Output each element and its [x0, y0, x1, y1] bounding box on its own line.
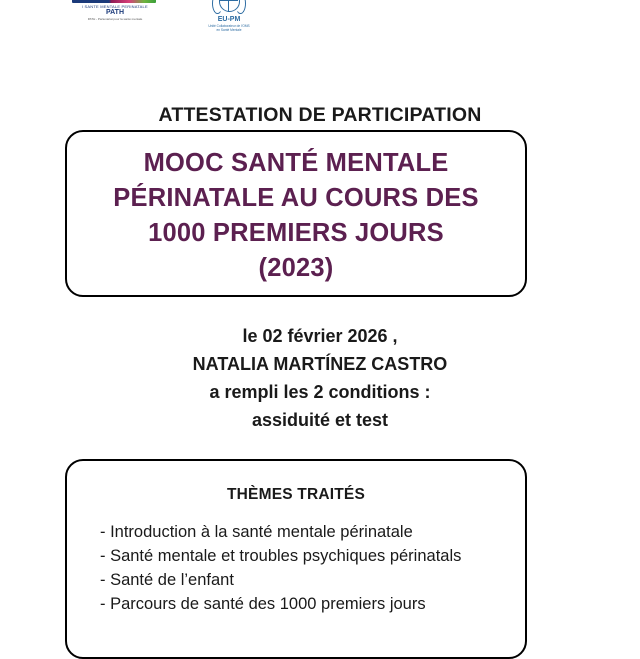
certificate-date: le 02 février 2026 ,	[242, 326, 398, 346]
course-title-line-4: (2023)	[258, 254, 334, 282]
list-item: - Santé mentale et troubles psychiques périnatals	[100, 547, 462, 565]
themes-title: THÈMES TRAITÉS	[226, 486, 365, 503]
course-title-line-1: MOOC SANTÉ MENTALE	[143, 149, 449, 177]
path-logo-colorbar	[72, 0, 156, 3]
course-title-line-3: 1000 PREMIERS JOURS	[148, 219, 444, 247]
page-title: ATTESTATION DE PARTICIPATION	[158, 104, 482, 126]
path-logo-name: PATH	[105, 9, 125, 16]
list-item: - Parcours de santé des 1000 premiers jours	[100, 595, 426, 613]
course-title	[67, 146, 525, 286]
who-emblem-icon	[212, 0, 246, 16]
logo-row	[0, 0, 640, 42]
list-item: - Santé de l’enfant	[100, 571, 234, 589]
path-logo-subline: l SANTE MENTALE PERINATALE	[82, 4, 148, 9]
who-logo	[190, 0, 268, 32]
themes-box	[65, 459, 527, 659]
course-title-line-2: PÉRINATALE AU COURS DES	[113, 184, 479, 212]
list-item: - Introduction à la santé mentale périnatale	[100, 523, 413, 541]
who-logo-line1: Unité Collaborateur de l'OMS	[208, 24, 250, 28]
themes-list	[100, 520, 525, 616]
path-logo-footer: PATH - Partenariat pour la santé mentale	[87, 17, 143, 21]
recipient-name: NATALIA MARTÍNEZ CASTRO	[192, 354, 448, 374]
recipient-info	[0, 322, 640, 434]
conditions-line-1: a rempli les 2 conditions :	[209, 382, 431, 402]
who-logo-line2: en Santé Mentale	[216, 28, 242, 33]
who-logo-acronym: EU-PM	[217, 16, 241, 23]
course-title-box	[65, 130, 527, 297]
conditions-line-2: assiduité et test	[251, 410, 389, 430]
path-logo	[72, 0, 158, 21]
